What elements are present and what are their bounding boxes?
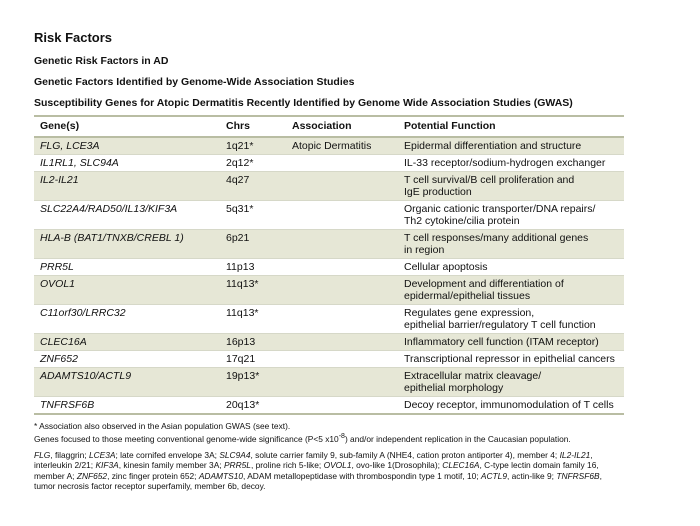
abbreviation-definition: , proline rich 5-like; xyxy=(250,460,324,471)
function-line: Extracellular matrix cleavage/ xyxy=(404,370,542,382)
column-header-association: Association xyxy=(286,116,398,137)
cell-chrs: 16p13 xyxy=(220,334,286,351)
abbreviation-definition: , ADAM metallopeptidase with thrombospondin type 1 motif, 10; xyxy=(243,470,481,481)
cell-gene: FLG, LCE3A xyxy=(34,137,220,155)
abbreviation-term: ADAMTS10 xyxy=(198,470,244,481)
cell-chrs: 2q12* xyxy=(220,155,286,172)
cell-association xyxy=(286,230,398,259)
table-footnotes xyxy=(34,421,624,492)
cell-chrs: 1q21* xyxy=(220,137,286,155)
table-row xyxy=(34,397,624,415)
cell-function xyxy=(398,305,624,334)
cell-gene: OVOL1 xyxy=(34,276,220,305)
cell-association xyxy=(286,155,398,172)
cell-function xyxy=(398,137,624,155)
cell-chrs: 11q13* xyxy=(220,276,286,305)
document-page xyxy=(34,30,630,492)
abbreviation-definition: , ovo-like 1(Drosophila); xyxy=(351,460,443,471)
abbreviation-term: PRR5L xyxy=(223,460,251,471)
cell-function xyxy=(398,397,624,415)
abbreviation-term: CLEC16A xyxy=(442,460,480,471)
abbreviation-definition: , tumor necrosis factor receptor superfamily, member 6b, decoy. xyxy=(34,470,602,492)
abbreviation-term: IL2-IL21 xyxy=(559,449,591,460)
cell-gene: TNFRSF6B xyxy=(34,397,220,415)
cell-gene: C11orf30/LRRC32 xyxy=(34,305,220,334)
table-title: Susceptibility Genes for Atopic Dermatitis Recently Identified by Genome Wide Association Studies (GWAS) xyxy=(34,97,573,109)
table-row xyxy=(34,351,624,368)
function-line: Inflammatory cell function (ITAM receptor) xyxy=(404,336,599,348)
cell-function xyxy=(398,334,624,351)
cell-function xyxy=(398,259,624,276)
cell-gene: ADAMTS10/ACTL9 xyxy=(34,368,220,397)
section-heading: Genetic Risk Factors in AD xyxy=(34,55,169,67)
cell-association xyxy=(286,305,398,334)
function-line: IgE production xyxy=(404,186,472,198)
function-line: epithelial barrier/regulatory T cell function xyxy=(404,319,596,331)
footnote-abbreviations xyxy=(34,450,624,492)
cell-function xyxy=(398,155,624,172)
column-header-chrs: Chrs xyxy=(220,116,286,137)
cell-association xyxy=(286,276,398,305)
abbreviation-definition: , zinc finger protein 652; xyxy=(107,470,199,481)
cell-function xyxy=(398,368,624,397)
function-line: Transcriptional repressor in epithelial cancers xyxy=(404,353,615,365)
abbreviation-term: LCE3A xyxy=(88,449,116,460)
table-row xyxy=(34,305,624,334)
abbreviation-term: SLC9A4 xyxy=(219,449,251,460)
cell-gene: ZNF652 xyxy=(34,351,220,368)
susceptibility-genes-table xyxy=(34,115,624,415)
cell-chrs: 17q21 xyxy=(220,351,286,368)
abbreviation-definition: , solute carrier family 9, sub-family A (NHE4, cation proton antiporter 4), member 4; xyxy=(250,449,560,460)
abbreviation-term: OVOL1 xyxy=(323,460,352,471)
cell-chrs: 4q27 xyxy=(220,172,286,201)
subsection-heading: Genetic Factors Identified by Genome-Wide Association Studies xyxy=(34,76,355,88)
table-row xyxy=(34,155,624,172)
abbreviation-definition: , interleukin 2/21; xyxy=(34,449,593,471)
function-line: epidermal/epithelial tissues xyxy=(404,290,531,302)
cell-gene: IL2-IL21 xyxy=(34,172,220,201)
cell-chrs: 11q13* xyxy=(220,305,286,334)
cell-gene: HLA-B (BAT1/TNXB/CREBL 1) xyxy=(34,230,220,259)
abbreviation-definition: , C-type lectin domain family 16, member A; xyxy=(34,460,599,481)
cell-function xyxy=(398,172,624,201)
function-line: Organic cationic transporter/DNA repairs/ xyxy=(404,203,596,215)
abbreviation-term: FLG xyxy=(34,449,51,460)
cell-chrs: 5q31* xyxy=(220,201,286,230)
column-header-genes: Gene(s) xyxy=(34,116,220,137)
table-row xyxy=(34,334,624,351)
cell-function xyxy=(398,230,624,259)
page-title: Risk Factors xyxy=(34,30,113,45)
function-line: in region xyxy=(404,244,445,256)
function-line: Cellular apoptosis xyxy=(404,261,488,273)
abbreviation-term: ZNF652 xyxy=(76,470,108,481)
cell-gene: CLEC16A xyxy=(34,334,220,351)
cell-association xyxy=(286,397,398,415)
table-row xyxy=(34,230,624,259)
cell-association xyxy=(286,259,398,276)
function-line: epithelial morphology xyxy=(404,382,504,394)
abbreviation-definition: , actin-like 9; xyxy=(507,470,557,481)
cell-function xyxy=(398,201,624,230)
table-row xyxy=(34,201,624,230)
abbreviation-definition: , kinesin family member 3A; xyxy=(118,460,224,471)
table-row xyxy=(34,137,624,155)
cell-gene: PRR5L xyxy=(34,259,220,276)
cell-association: Atopic Dermatitis xyxy=(286,137,398,155)
cell-chrs: 19p13* xyxy=(220,368,286,397)
abbreviation-definition: ; late cornifed envelope 3A; xyxy=(115,449,220,460)
footnote-asterisk: * Association also observed in the Asian population GWAS (see text). xyxy=(34,421,291,431)
function-line: Development and differentiation of xyxy=(404,278,564,290)
footnote-criteria: Genes focused to those meeting conventional genome-wide significance (P<5 $x10^{-8}$) and/or independent replication in the Caucasian population. xyxy=(34,432,571,444)
abbreviation-definition: , filaggrin; xyxy=(50,449,89,460)
cell-association xyxy=(286,172,398,201)
cell-gene: SLC22A4/RAD50/IL13/KIF3A xyxy=(34,201,220,230)
table-row xyxy=(34,368,624,397)
abbreviation-term: KIF3A xyxy=(95,460,119,471)
abbreviation-term: TNFRSF6B xyxy=(556,470,600,481)
table-row xyxy=(34,276,624,305)
cell-association xyxy=(286,334,398,351)
function-line: Regulates gene expression, xyxy=(404,307,535,319)
function-line: T cell responses/many additional genes xyxy=(404,232,589,244)
cell-association xyxy=(286,368,398,397)
table-row xyxy=(34,172,624,201)
cell-chrs: 6p21 xyxy=(220,230,286,259)
abbreviation-term: ACTL9 xyxy=(480,470,507,481)
function-line: IL-33 receptor/sodium-hydrogen exchanger xyxy=(404,157,606,169)
cell-function xyxy=(398,351,624,368)
table-header-row xyxy=(34,116,624,137)
cell-function xyxy=(398,276,624,305)
cell-association xyxy=(286,201,398,230)
cell-chrs: 20q13* xyxy=(220,397,286,415)
cell-gene: IL1RL1, SLC94A xyxy=(34,155,220,172)
function-line: T cell survival/B cell proliferation and xyxy=(404,174,575,186)
table-body xyxy=(34,137,624,414)
cell-association xyxy=(286,351,398,368)
table-row xyxy=(34,259,624,276)
cell-chrs: 11p13 xyxy=(220,259,286,276)
function-line: Epidermal differentiation and structure xyxy=(404,140,582,152)
function-line: Th2 cytokine/cilia protein xyxy=(404,215,520,227)
column-header-function: Potential Function xyxy=(398,116,624,137)
function-line: Decoy receptor, immunomodulation of T cells xyxy=(404,399,614,411)
